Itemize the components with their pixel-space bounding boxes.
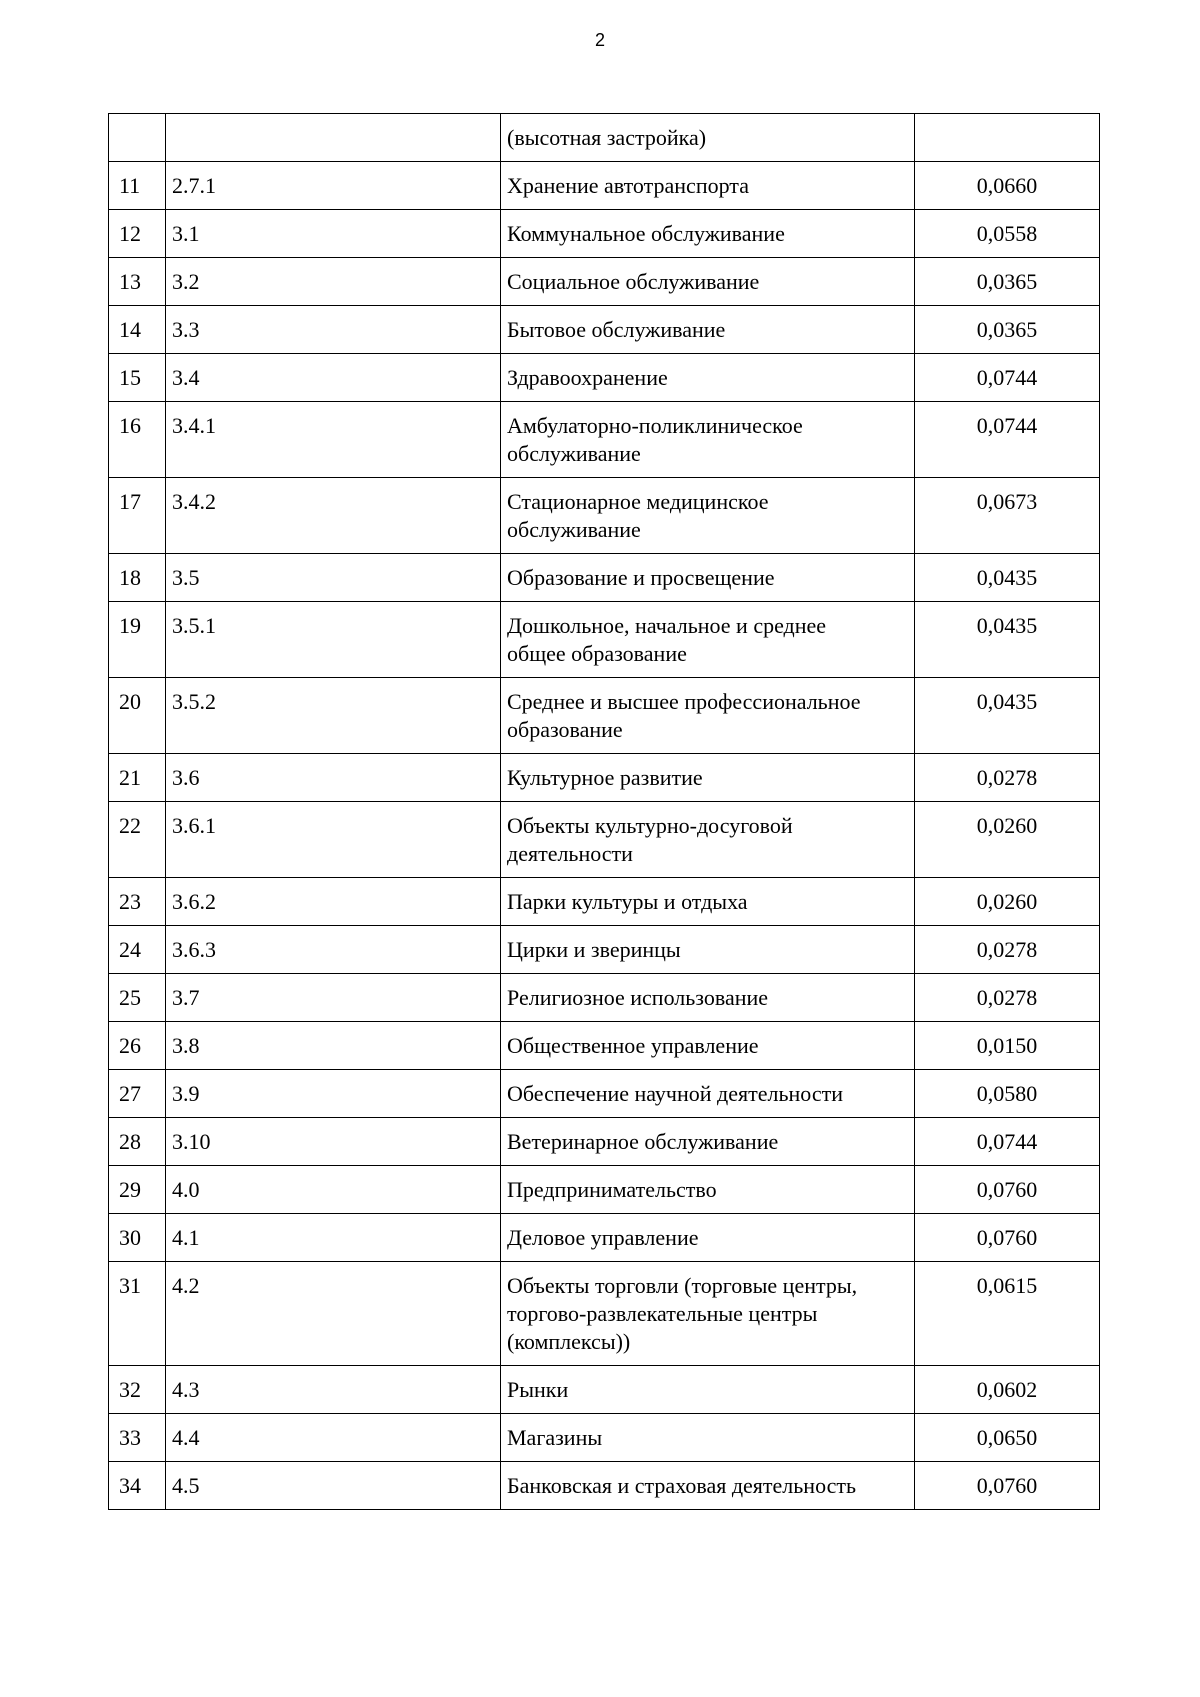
table-row [109,1166,1100,1214]
row-number-cell [109,114,166,162]
value-cell: 0,0660 [915,162,1100,210]
name-cell: Здравоохранение [501,354,915,402]
table-row [109,306,1100,354]
value-cell: 0,0760 [915,1462,1100,1510]
name-cell: Объекты торговли (торговые центры, торгово-развлекательные центры (комплексы)) [501,1262,915,1366]
value-cell: 0,0278 [915,974,1100,1022]
code-cell: 4.5 [166,1462,501,1510]
value-cell: 0,0744 [915,1118,1100,1166]
row-number-cell: 19 [109,602,166,678]
code-cell: 3.5 [166,554,501,602]
table-row [109,1214,1100,1262]
value-cell [915,114,1100,162]
value-cell: 0,0650 [915,1414,1100,1462]
name-cell: Общественное управление [501,1022,915,1070]
table-row [109,114,1100,162]
row-number-cell: 34 [109,1462,166,1510]
row-number-cell: 13 [109,258,166,306]
code-cell: 4.2 [166,1262,501,1366]
table-row [109,1366,1100,1414]
table-row [109,478,1100,554]
value-cell: 0,0150 [915,1022,1100,1070]
table-row [109,162,1100,210]
value-cell: 0,0760 [915,1166,1100,1214]
value-cell: 0,0260 [915,802,1100,878]
name-cell: Стационарное медицинское обслуживание [501,478,915,554]
name-cell: Парки культуры и отдыха [501,878,915,926]
row-number-cell: 23 [109,878,166,926]
code-cell: 4.0 [166,1166,501,1214]
table-row [109,554,1100,602]
row-number-cell: 22 [109,802,166,878]
name-cell: Дошкольное, начальное и среднее общее образование [501,602,915,678]
value-cell: 0,0558 [915,210,1100,258]
table-row [109,878,1100,926]
row-number-cell: 31 [109,1262,166,1366]
value-cell: 0,0760 [915,1214,1100,1262]
name-cell: Ветеринарное обслуживание [501,1118,915,1166]
table-row [109,802,1100,878]
table-row [109,1070,1100,1118]
code-cell: 3.6.3 [166,926,501,974]
code-cell: 3.6 [166,754,501,802]
value-cell: 0,0673 [915,478,1100,554]
row-number-cell: 32 [109,1366,166,1414]
code-cell [166,114,501,162]
row-number-cell: 30 [109,1214,166,1262]
table-row [109,754,1100,802]
code-cell: 4.3 [166,1366,501,1414]
table-row [109,1414,1100,1462]
row-number-cell: 16 [109,402,166,478]
value-cell: 0,0260 [915,878,1100,926]
name-cell: Обеспечение научной деятельности [501,1070,915,1118]
row-number-cell: 24 [109,926,166,974]
code-cell: 3.3 [166,306,501,354]
name-cell: Культурное развитие [501,754,915,802]
name-cell: Религиозное использование [501,974,915,1022]
row-number-cell: 17 [109,478,166,554]
table-row [109,974,1100,1022]
name-cell: Социальное обслуживание [501,258,915,306]
table-row [109,1118,1100,1166]
code-cell: 3.6.2 [166,878,501,926]
code-cell: 3.5.2 [166,678,501,754]
table-row [109,402,1100,478]
row-number-cell: 26 [109,1022,166,1070]
name-cell: Рынки [501,1366,915,1414]
code-cell: 3.10 [166,1118,501,1166]
code-cell: 2.7.1 [166,162,501,210]
name-cell: Амбулаторно-поликлиническое обслуживание [501,402,915,478]
table-row [109,210,1100,258]
value-cell: 0,0580 [915,1070,1100,1118]
name-cell: Предпринимательство [501,1166,915,1214]
land-use-coefficient-table [108,113,1100,1510]
value-cell: 0,0602 [915,1366,1100,1414]
row-number-cell: 29 [109,1166,166,1214]
row-number-cell: 18 [109,554,166,602]
name-cell: Объекты культурно-досуговой деятельности [501,802,915,878]
name-cell: Цирки и зверинцы [501,926,915,974]
row-number-cell: 27 [109,1070,166,1118]
code-cell: 3.4 [166,354,501,402]
code-cell: 3.7 [166,974,501,1022]
row-number-cell: 20 [109,678,166,754]
table-row [109,258,1100,306]
table-row [109,926,1100,974]
name-cell: Магазины [501,1414,915,1462]
code-cell: 3.5.1 [166,602,501,678]
row-number-cell: 25 [109,974,166,1022]
name-cell: Бытовое обслуживание [501,306,915,354]
code-cell: 4.1 [166,1214,501,1262]
row-number-cell: 12 [109,210,166,258]
row-number-cell: 14 [109,306,166,354]
value-cell: 0,0278 [915,754,1100,802]
name-cell: Среднее и высшее профессиональное образование [501,678,915,754]
table-row [109,678,1100,754]
table-row [109,1462,1100,1510]
code-cell: 3.4.1 [166,402,501,478]
row-number-cell: 33 [109,1414,166,1462]
value-cell: 0,0278 [915,926,1100,974]
value-cell: 0,0435 [915,602,1100,678]
page-number: 2 [594,30,605,50]
value-cell: 0,0365 [915,306,1100,354]
code-cell: 3.6.1 [166,802,501,878]
table-row [109,602,1100,678]
value-cell: 0,0435 [915,678,1100,754]
table-row [109,1262,1100,1366]
value-cell: 0,0365 [915,258,1100,306]
value-cell: 0,0744 [915,402,1100,478]
row-number-cell: 21 [109,754,166,802]
code-cell: 3.4.2 [166,478,501,554]
code-cell: 3.1 [166,210,501,258]
value-cell: 0,0615 [915,1262,1100,1366]
row-number-cell: 11 [109,162,166,210]
code-cell: 3.9 [166,1070,501,1118]
name-cell: Хранение автотранспорта [501,162,915,210]
name-cell: Образование и просвещение [501,554,915,602]
name-cell: (высотная застройка) [501,114,915,162]
name-cell: Деловое управление [501,1214,915,1262]
name-cell: Банковская и страховая деятельность [501,1462,915,1510]
table-body [109,114,1100,1510]
code-cell: 3.8 [166,1022,501,1070]
table-row [109,354,1100,402]
code-cell: 3.2 [166,258,501,306]
table-row [109,1022,1100,1070]
row-number-cell: 15 [109,354,166,402]
code-cell: 4.4 [166,1414,501,1462]
row-number-cell: 28 [109,1118,166,1166]
value-cell: 0,0435 [915,554,1100,602]
name-cell: Коммунальное обслуживание [501,210,915,258]
value-cell: 0,0744 [915,354,1100,402]
